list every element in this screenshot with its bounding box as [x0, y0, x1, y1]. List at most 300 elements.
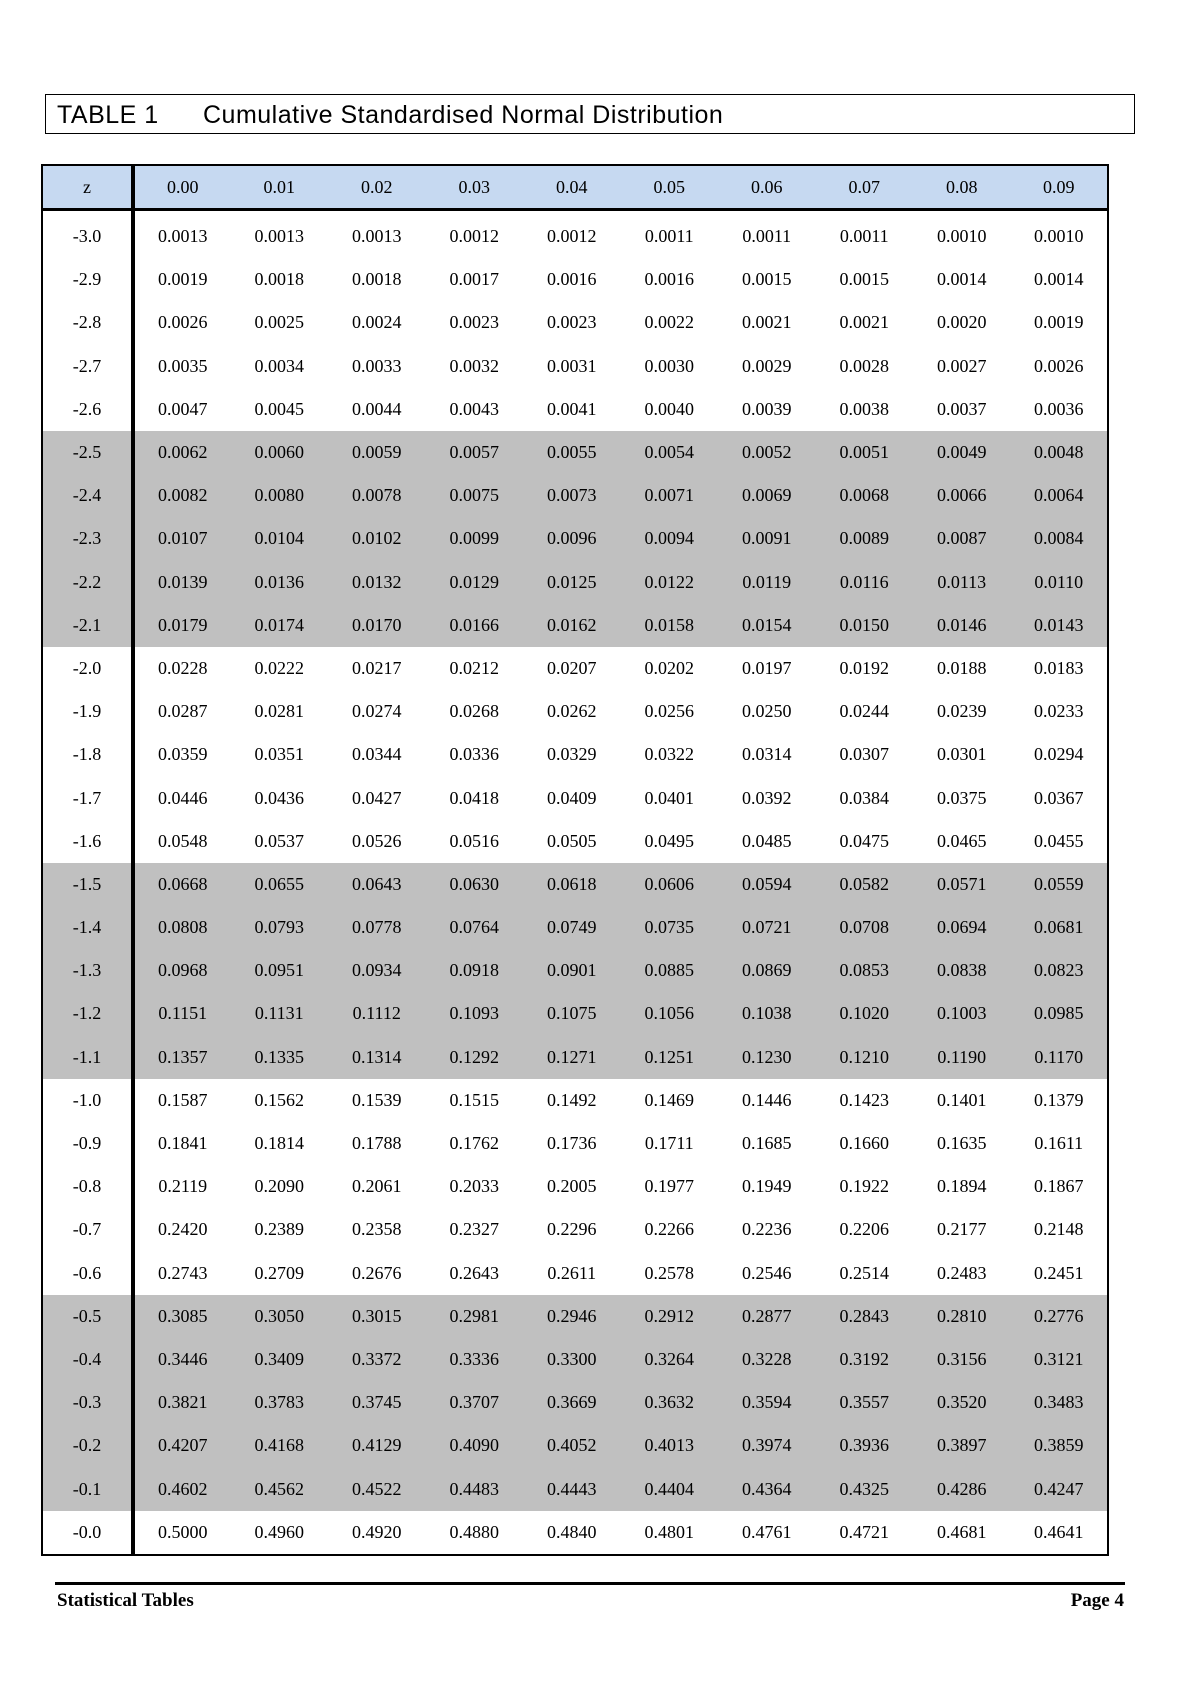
probability-cell: 0.0559	[1011, 863, 1109, 906]
probability-cell: 0.2451	[1034, 1262, 1084, 1283]
probability-cell: 0.1949	[742, 1176, 792, 1197]
probability-cell: 0.0526	[352, 830, 402, 851]
table-row	[42, 474, 1108, 517]
z-value-cell: -2.1	[42, 604, 133, 647]
probability-cell: 0.0212	[449, 657, 499, 678]
probability-cell: 0.0322	[644, 744, 694, 765]
probability-cell: 0.4207	[133, 1424, 231, 1467]
probability-cell: 0.3192	[816, 1338, 914, 1381]
probability-cell: 0.0087	[913, 517, 1011, 560]
probability-cell: 0.2643	[449, 1262, 499, 1283]
probability-cell: 0.0838	[913, 949, 1011, 992]
probability-cell: 0.0018	[254, 269, 304, 290]
probability-cell: 0.3085	[133, 1295, 231, 1338]
probability-cell: 0.2483	[937, 1262, 987, 1283]
probability-cell: 0.0465	[937, 830, 987, 851]
z-value-cell: -0.9	[42, 1122, 133, 1165]
probability-cell: 0.0681	[1011, 906, 1109, 949]
probability-cell: 0.4483	[426, 1467, 524, 1510]
table-row	[42, 345, 1108, 388]
probability-cell: 0.1401	[937, 1089, 987, 1110]
table-row	[42, 992, 1108, 1035]
probability-cell: 0.3300	[523, 1338, 621, 1381]
probability-cell: 0.0078	[328, 474, 426, 517]
probability-cell: 0.0041	[547, 398, 597, 419]
probability-cell: 0.1003	[913, 992, 1011, 1035]
probability-cell: 0.0823	[1011, 949, 1109, 992]
probability-cell: 0.0014	[1034, 269, 1084, 290]
probability-cell: 0.0174	[231, 604, 329, 647]
probability-cell: 0.0043	[449, 398, 499, 419]
probability-cell: 0.2119	[158, 1176, 208, 1197]
probability-cell: 0.1562	[254, 1089, 304, 1110]
table-row	[42, 210, 1108, 259]
column-header: 0.03	[426, 165, 524, 210]
probability-cell: 0.1038	[718, 992, 816, 1035]
probability-cell: 0.0064	[1011, 474, 1109, 517]
probability-cell: 0.0359	[158, 744, 208, 765]
probability-cell: 0.4325	[816, 1467, 914, 1510]
probability-cell: 0.0116	[816, 561, 914, 604]
probability-cell: 0.1251	[621, 1036, 719, 1079]
z-value-cell: -1.1	[42, 1036, 133, 1079]
probability-cell: 0.0336	[449, 744, 499, 765]
probability-cell: 0.2776	[1011, 1295, 1109, 1338]
probability-cell: 0.0113	[913, 561, 1011, 604]
z-value-cell: -2.7	[42, 345, 133, 388]
probability-cell: 0.0019	[158, 269, 208, 290]
column-header-z: z	[42, 165, 133, 210]
probability-cell: 0.2546	[742, 1262, 792, 1283]
probability-cell: 0.0045	[254, 398, 304, 419]
probability-cell: 0.0110	[1011, 561, 1109, 604]
probability-cell: 0.0084	[1011, 517, 1109, 560]
probability-cell: 0.0968	[133, 949, 231, 992]
probability-cell: 0.0375	[937, 787, 987, 808]
probability-cell: 0.0027	[937, 355, 987, 376]
z-value-cell: -1.7	[42, 776, 133, 819]
probability-cell: 0.0019	[1034, 312, 1084, 333]
probability-cell: 0.0069	[718, 474, 816, 517]
probability-cell: 0.0038	[839, 398, 889, 419]
probability-cell: 0.1814	[254, 1133, 304, 1154]
probability-cell: 0.1230	[718, 1036, 816, 1079]
probability-cell: 0.0031	[547, 355, 597, 376]
probability-cell: 0.1190	[913, 1036, 1011, 1079]
probability-cell: 0.3015	[328, 1295, 426, 1338]
probability-cell: 0.0102	[328, 517, 426, 560]
probability-cell: 0.0023	[547, 312, 597, 333]
probability-cell: 0.1788	[352, 1133, 402, 1154]
probability-cell: 0.4920	[352, 1521, 402, 1542]
probability-cell: 0.2912	[621, 1295, 719, 1338]
probability-cell: 0.0013	[352, 226, 402, 247]
probability-cell: 0.0068	[816, 474, 914, 517]
probability-cell: 0.0344	[352, 744, 402, 765]
probability-cell: 0.2709	[254, 1262, 304, 1283]
probability-cell: 0.2061	[352, 1176, 402, 1197]
probability-cell: 0.2206	[839, 1219, 889, 1240]
probability-cell: 0.1056	[621, 992, 719, 1035]
probability-cell: 0.3632	[621, 1381, 719, 1424]
probability-cell: 0.0010	[1034, 226, 1084, 247]
probability-cell: 0.0427	[352, 787, 402, 808]
probability-cell: 0.0094	[621, 517, 719, 560]
z-value-cell: -0.6	[42, 1252, 133, 1295]
probability-cell: 0.0026	[158, 312, 208, 333]
probability-cell: 0.1867	[1034, 1176, 1084, 1197]
table-row	[42, 1079, 1108, 1122]
probability-cell: 0.1423	[839, 1089, 889, 1110]
probability-cell: 0.3594	[718, 1381, 816, 1424]
probability-cell: 0.0022	[644, 312, 694, 333]
probability-cell: 0.0012	[449, 226, 499, 247]
probability-cell: 0.2810	[913, 1295, 1011, 1338]
z-value-cell: -2.2	[42, 561, 133, 604]
probability-cell: 0.1894	[937, 1176, 987, 1197]
probability-cell: 0.0011	[839, 226, 889, 247]
probability-cell: 0.0150	[816, 604, 914, 647]
table-row	[42, 1252, 1108, 1295]
probability-cell: 0.1271	[523, 1036, 621, 1079]
z-value-cell: -2.8	[42, 301, 133, 344]
probability-cell: 0.0446	[158, 787, 208, 808]
probability-cell: 0.0071	[621, 474, 719, 517]
z-value-cell: -0.8	[42, 1165, 133, 1208]
probability-cell: 0.4960	[254, 1521, 304, 1542]
table-header-row	[42, 165, 1108, 210]
column-header: 0.09	[1011, 165, 1109, 210]
probability-cell: 0.1112	[328, 992, 426, 1035]
probability-cell: 0.4840	[547, 1521, 597, 1542]
normal-distribution-table	[41, 164, 1109, 1556]
probability-cell: 0.0548	[158, 830, 208, 851]
column-header: 0.04	[523, 165, 621, 210]
probability-cell: 0.0301	[937, 744, 987, 765]
z-value-cell: -0.2	[42, 1424, 133, 1467]
probability-cell: 0.0197	[742, 657, 792, 678]
probability-cell: 0.4721	[839, 1521, 889, 1542]
probability-cell: 0.2358	[352, 1219, 402, 1240]
probability-cell: 0.0166	[426, 604, 524, 647]
probability-cell: 0.0183	[1034, 657, 1084, 678]
probability-cell: 0.0139	[133, 561, 231, 604]
probability-cell: 0.0475	[839, 830, 889, 851]
probability-cell: 0.0668	[133, 863, 231, 906]
z-value-cell: -0.3	[42, 1381, 133, 1424]
probability-cell: 0.0158	[621, 604, 719, 647]
probability-cell: 0.0618	[523, 863, 621, 906]
probability-cell: 0.1131	[231, 992, 329, 1035]
z-value-cell: -0.4	[42, 1338, 133, 1381]
probability-cell: 0.4090	[426, 1424, 524, 1467]
probability-cell: 0.2676	[352, 1262, 402, 1283]
probability-cell: 0.4052	[523, 1424, 621, 1467]
probability-cell: 0.0049	[913, 431, 1011, 474]
probability-cell: 0.0985	[1011, 992, 1109, 1035]
probability-cell: 0.3707	[426, 1381, 524, 1424]
probability-cell: 0.4013	[621, 1424, 719, 1467]
table-row	[42, 517, 1108, 560]
probability-cell: 0.0132	[328, 561, 426, 604]
probability-cell: 0.0505	[547, 830, 597, 851]
probability-cell: 0.1711	[644, 1133, 694, 1154]
z-value-cell: -1.4	[42, 906, 133, 949]
probability-cell: 0.0793	[231, 906, 329, 949]
probability-cell: 0.0012	[547, 226, 597, 247]
z-value-cell: -0.5	[42, 1295, 133, 1338]
probability-cell: 0.0015	[839, 269, 889, 290]
probability-cell: 0.2743	[158, 1262, 208, 1283]
probability-cell: 0.2420	[158, 1219, 208, 1240]
probability-cell: 0.0222	[254, 657, 304, 678]
footer-doc-title: Statistical Tables	[57, 1590, 194, 1611]
probability-cell: 0.0017	[449, 269, 499, 290]
probability-cell: 0.1492	[547, 1089, 597, 1110]
probability-cell: 0.0708	[816, 906, 914, 949]
z-value-cell: -2.6	[42, 388, 133, 431]
z-value-cell: -1.3	[42, 949, 133, 992]
table-row	[42, 258, 1108, 301]
probability-cell: 0.0392	[742, 787, 792, 808]
probability-cell: 0.0013	[158, 226, 208, 247]
column-header: 0.00	[133, 165, 231, 210]
probability-cell: 0.0032	[449, 355, 499, 376]
probability-cell: 0.2578	[644, 1262, 694, 1283]
probability-cell: 0.0047	[158, 398, 208, 419]
table-row	[42, 1036, 1108, 1079]
z-value-cell: -0.1	[42, 1467, 133, 1510]
probability-cell: 0.0239	[937, 701, 987, 722]
probability-cell: 0.0749	[523, 906, 621, 949]
table-title: Cumulative Standardised Normal Distribution	[203, 101, 724, 129]
probability-cell: 0.2946	[523, 1295, 621, 1338]
probability-cell: 0.0013	[254, 226, 304, 247]
table-row	[42, 1338, 1108, 1381]
probability-cell: 0.1020	[816, 992, 914, 1035]
probability-cell: 0.0129	[426, 561, 524, 604]
probability-cell: 0.1685	[742, 1133, 792, 1154]
z-value-cell: -1.9	[42, 690, 133, 733]
probability-cell: 0.0011	[644, 226, 694, 247]
probability-cell: 0.0655	[231, 863, 329, 906]
probability-cell: 0.2177	[937, 1219, 987, 1240]
probability-cell: 0.0122	[621, 561, 719, 604]
table-row	[42, 1208, 1108, 1251]
probability-cell: 0.1170	[1011, 1036, 1109, 1079]
table-row	[42, 776, 1108, 819]
probability-cell: 0.0066	[913, 474, 1011, 517]
probability-cell: 0.0401	[644, 787, 694, 808]
probability-cell: 0.0436	[254, 787, 304, 808]
probability-cell: 0.0024	[352, 312, 402, 333]
z-value-cell: -1.0	[42, 1079, 133, 1122]
probability-cell: 0.1292	[426, 1036, 524, 1079]
probability-cell: 0.4404	[621, 1467, 719, 1510]
probability-cell: 0.0080	[231, 474, 329, 517]
probability-cell: 0.4247	[1011, 1467, 1109, 1510]
probability-cell: 0.0281	[254, 701, 304, 722]
column-header: 0.07	[816, 165, 914, 210]
probability-cell: 0.3228	[718, 1338, 816, 1381]
probability-cell: 0.3821	[133, 1381, 231, 1424]
probability-cell: 0.0020	[937, 312, 987, 333]
probability-cell: 0.0089	[816, 517, 914, 560]
table-title-box	[45, 94, 1135, 134]
footer-page-number: Page 4	[1070, 1590, 1124, 1611]
probability-cell: 0.0073	[523, 474, 621, 517]
probability-cell: 0.0869	[718, 949, 816, 992]
probability-cell: 0.3156	[913, 1338, 1011, 1381]
table-body	[42, 210, 1108, 1555]
probability-cell: 0.1587	[158, 1089, 208, 1110]
z-value-cell: -2.4	[42, 474, 133, 517]
probability-cell: 0.1762	[449, 1133, 499, 1154]
probability-cell: 0.0036	[1034, 398, 1084, 419]
probability-cell: 0.0033	[352, 355, 402, 376]
probability-cell: 0.0274	[352, 701, 402, 722]
probability-cell: 0.4562	[231, 1467, 329, 1510]
probability-cell: 0.0571	[913, 863, 1011, 906]
table-row	[42, 1511, 1108, 1555]
probability-cell: 0.1635	[937, 1133, 987, 1154]
probability-cell: 0.0606	[621, 863, 719, 906]
probability-cell: 0.4641	[1034, 1521, 1084, 1542]
probability-cell: 0.1357	[133, 1036, 231, 1079]
probability-cell: 0.0011	[742, 226, 792, 247]
probability-cell: 0.4286	[913, 1467, 1011, 1510]
probability-cell: 0.0721	[718, 906, 816, 949]
probability-cell: 0.0018	[352, 269, 402, 290]
column-header: 0.05	[621, 165, 719, 210]
probability-cell: 0.1841	[158, 1133, 208, 1154]
table-row	[42, 863, 1108, 906]
table-row	[42, 1122, 1108, 1165]
table-row	[42, 1424, 1108, 1467]
probability-cell: 0.0119	[718, 561, 816, 604]
probability-cell: 0.0029	[742, 355, 792, 376]
probability-cell: 0.0202	[644, 657, 694, 678]
probability-cell: 0.0025	[254, 312, 304, 333]
probability-cell: 0.0096	[523, 517, 621, 560]
probability-cell: 0.2005	[547, 1176, 597, 1197]
table-row	[42, 388, 1108, 431]
column-header: 0.08	[913, 165, 1011, 210]
probability-cell: 0.1335	[231, 1036, 329, 1079]
probability-cell: 0.0951	[231, 949, 329, 992]
probability-cell: 0.4801	[644, 1521, 694, 1542]
probability-cell: 0.0207	[547, 657, 597, 678]
probability-cell: 0.0495	[644, 830, 694, 851]
probability-cell: 0.0735	[621, 906, 719, 949]
table-row	[42, 647, 1108, 690]
probability-cell: 0.3372	[328, 1338, 426, 1381]
probability-cell: 0.1660	[839, 1133, 889, 1154]
table-row	[42, 733, 1108, 776]
probability-cell: 0.0250	[742, 701, 792, 722]
probability-cell: 0.4761	[742, 1521, 792, 1542]
probability-cell: 0.0136	[231, 561, 329, 604]
table-row	[42, 1165, 1108, 1208]
table-row	[42, 604, 1108, 647]
probability-cell: 0.2843	[816, 1295, 914, 1338]
probability-cell: 0.0934	[328, 949, 426, 992]
probability-cell: 0.0418	[449, 787, 499, 808]
probability-cell: 0.4522	[328, 1467, 426, 1510]
probability-cell: 0.0384	[839, 787, 889, 808]
probability-cell: 0.0104	[231, 517, 329, 560]
probability-cell: 0.0016	[547, 269, 597, 290]
probability-cell: 0.0901	[523, 949, 621, 992]
probability-cell: 0.0643	[328, 863, 426, 906]
probability-cell: 0.0055	[523, 431, 621, 474]
probability-cell: 0.0885	[621, 949, 719, 992]
probability-cell: 0.3483	[1011, 1381, 1109, 1424]
probability-cell: 0.1736	[547, 1133, 597, 1154]
probability-cell: 0.3783	[231, 1381, 329, 1424]
probability-cell: 0.4880	[449, 1521, 499, 1542]
table-row	[42, 1381, 1108, 1424]
probability-cell: 0.0808	[133, 906, 231, 949]
probability-cell: 0.0594	[718, 863, 816, 906]
table-row	[42, 1467, 1108, 1510]
probability-cell: 0.0125	[523, 561, 621, 604]
probability-cell: 0.3446	[133, 1338, 231, 1381]
probability-cell: 0.4443	[523, 1467, 621, 1510]
probability-cell: 0.0057	[426, 431, 524, 474]
probability-cell: 0.0154	[718, 604, 816, 647]
probability-cell: 0.0694	[913, 906, 1011, 949]
probability-cell: 0.4364	[718, 1467, 816, 1510]
probability-cell: 0.0314	[742, 744, 792, 765]
probability-cell: 0.0162	[523, 604, 621, 647]
probability-cell: 0.0262	[547, 701, 597, 722]
probability-cell: 0.0023	[449, 312, 499, 333]
probability-cell: 0.4168	[231, 1424, 329, 1467]
probability-cell: 0.2296	[547, 1219, 597, 1240]
z-value-cell: -2.5	[42, 431, 133, 474]
probability-cell: 0.0582	[816, 863, 914, 906]
probability-cell: 0.0217	[352, 657, 402, 678]
probability-cell: 0.0228	[158, 657, 208, 678]
probability-cell: 0.5000	[158, 1521, 208, 1542]
probability-cell: 0.3974	[718, 1424, 816, 1467]
probability-cell: 0.0287	[158, 701, 208, 722]
probability-cell: 0.3264	[621, 1338, 719, 1381]
probability-cell: 0.2981	[426, 1295, 524, 1338]
probability-cell: 0.0351	[254, 744, 304, 765]
probability-cell: 0.0099	[426, 517, 524, 560]
probability-cell: 0.0778	[328, 906, 426, 949]
probability-cell: 0.1539	[352, 1089, 402, 1110]
probability-cell: 0.2090	[254, 1176, 304, 1197]
probability-cell: 0.2148	[1034, 1219, 1084, 1240]
probability-cell: 0.0060	[231, 431, 329, 474]
z-value-cell: -3.0	[42, 210, 133, 259]
probability-cell: 0.2033	[449, 1176, 499, 1197]
probability-cell: 0.4681	[937, 1521, 987, 1542]
table-row	[42, 820, 1108, 863]
probability-cell: 0.0082	[133, 474, 231, 517]
probability-cell: 0.0014	[937, 269, 987, 290]
probability-cell: 0.0853	[816, 949, 914, 992]
table-number: TABLE 1	[57, 101, 159, 129]
table-row	[42, 1295, 1108, 1338]
probability-cell: 0.0918	[426, 949, 524, 992]
probability-cell: 0.0170	[328, 604, 426, 647]
probability-cell: 0.3121	[1011, 1338, 1109, 1381]
probability-cell: 0.0026	[1034, 355, 1084, 376]
